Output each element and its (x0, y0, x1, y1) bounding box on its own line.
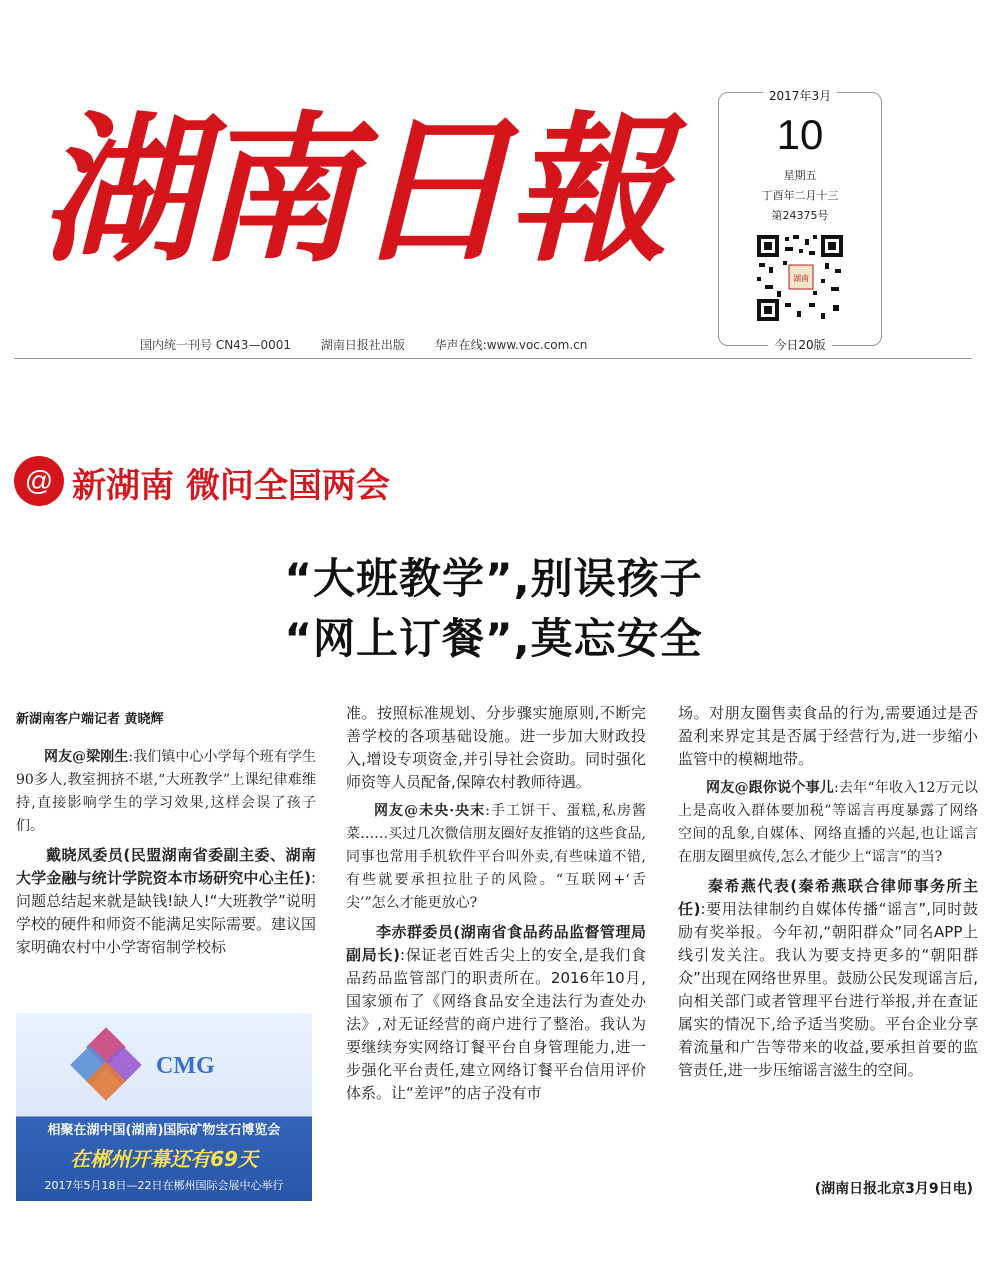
paragraph-continued: 准。按照标准规划、分步骤实施原则,不断完善学校的各项基础设施。进一步加大财政投入,增设专项资金,并引导社会资助。同时强化师资等人员配备,保障农村教师待遇。 (346, 704, 646, 791)
gem-logo-icon (76, 1033, 136, 1093)
headline-line-2: “网上订餐”,莫忘安全 (284, 614, 703, 663)
dateline-signoff: (湖南日报北京3月9日电) (814, 1181, 973, 1197)
question-text: :去年“年收入12万元以上是高收入群体要加税”等谣言再度暴露了网络空间的乱象,自媒体、网络直播的兴起,也让谣言在朋友圈里疯传,怎么才能少上“谣言”的当? (678, 780, 978, 865)
answer-text: :保证老百姓舌尖上的安全,是我们食品药品监管部门的职责所在。2016年10月,国家颁布了《网络食品安全违法行为查处办法》,对无证经营的商户进行了整治。我认为要继续夯实网络订餐平台自身管理能力,进一步强化平台责任,建立网络订餐平台信用评价体系。让“差评”的店子没有市 (346, 946, 647, 1102)
paragraph-continued: 场。对朋友圈售卖食品的行为,需要通过是否盈利来界定其是否属于经营行为,进一步缩小监管中的模糊地带。 (678, 704, 978, 768)
answer-text: :要用法律制约自媒体传播“谣言”,同时鼓励有奖举报。今年初,“朝阳群众”同名APP上线引发关注。我认为要支持更多的“朝阳群众”出现在网络世界里。鼓励公民发现谣言后,向相关部门或者管理平台进行举报,并在查证属实的情况下,给予适当奖励。平台企业分享着流量和广告等带来的收益,要承担首要的监管责任,进一步压缩谣言滋生的空间。 (678, 900, 978, 1079)
section-title: 新湖南 微问全国两会 (72, 466, 390, 506)
ad-dates: 2017年5月18日—22日在郴州国际会展中心举行 (44, 1179, 284, 1192)
advertisement-banner[interactable] (16, 1013, 312, 1201)
lunar-date: 丁酉年二月十三 (761, 189, 839, 202)
question-user: 网友@梁刚生 (44, 749, 129, 765)
article-column-1 (16, 746, 316, 965)
masthead-logo: 湖南日報 (40, 96, 665, 284)
svg-text:湖南: 湖南 (793, 274, 809, 283)
date-box (718, 89, 882, 352)
website-link[interactable]: 华声在线:www.voc.com.cn (434, 338, 588, 352)
question-user: 网友@跟你说个事儿 (706, 780, 835, 796)
masthead-meta (140, 336, 613, 353)
weekday: 星期五 (783, 169, 817, 182)
header-divider (14, 358, 972, 359)
qr-code-icon[interactable] (755, 233, 845, 323)
answer-speaker: 秦希燕代表(秦希燕联合律师事务所主任) (678, 877, 978, 918)
article-column-2 (346, 702, 646, 1111)
question-text: :我们镇中心小学每个班有学生90多人,教室拥挤不堪,“大班教学”上课纪律难维持,直接影响学生的学习效果,这样会误了孩子们。 (16, 749, 316, 834)
ad-expo-name: 相聚在湖中国(湖南)国际矿物宝石博览会 (47, 1123, 281, 1138)
at-sign-icon: @ (14, 456, 64, 506)
publisher-name: 湖南日报社出版 (320, 338, 405, 352)
byline: 新湖南客户端记者 黄晓辉 (16, 712, 164, 727)
answer-speaker: 李赤群委员(湖南省食品药品监督管理局副局长) (346, 923, 646, 964)
issn-number: 国内统一刊号 CN43—0001 (140, 338, 291, 352)
page-count: 今日20版 (768, 338, 831, 352)
question-text: :手工饼干、蛋糕,私房酱菜……买过几次微信朋友圈好友推销的这些食品,同事也常用手机软件平台叫外卖,有些味道不错,有些就要承担拉肚子的风险。“互联网+‘舌尖’”怎么才能更放心? (346, 803, 646, 911)
answer-speaker: 戴晓凤委员(民盟湖南省委副主委、湖南大学金融与统计学院资本市场研究中心主任) (16, 846, 316, 887)
ad-countdown: 在郴州开幕还有69天 (70, 1147, 258, 1171)
issue-number: 第24375号 (771, 209, 829, 222)
day-number: 10 (776, 111, 824, 158)
question-user: 网友@未央·央末 (374, 803, 486, 819)
article-column-3 (678, 702, 978, 1088)
answer-text: :问题总结起来就是缺钱!缺人!“大班教学”说明学校的硬件和师资不能满足实际需要。建议国家明确农村中小学寄宿制学校标 (16, 869, 317, 956)
year-month: 2017年3月 (763, 89, 837, 103)
ad-brand: CMG (156, 1053, 215, 1079)
headline-line-1: “大班教学”,别误孩子 (284, 554, 703, 603)
